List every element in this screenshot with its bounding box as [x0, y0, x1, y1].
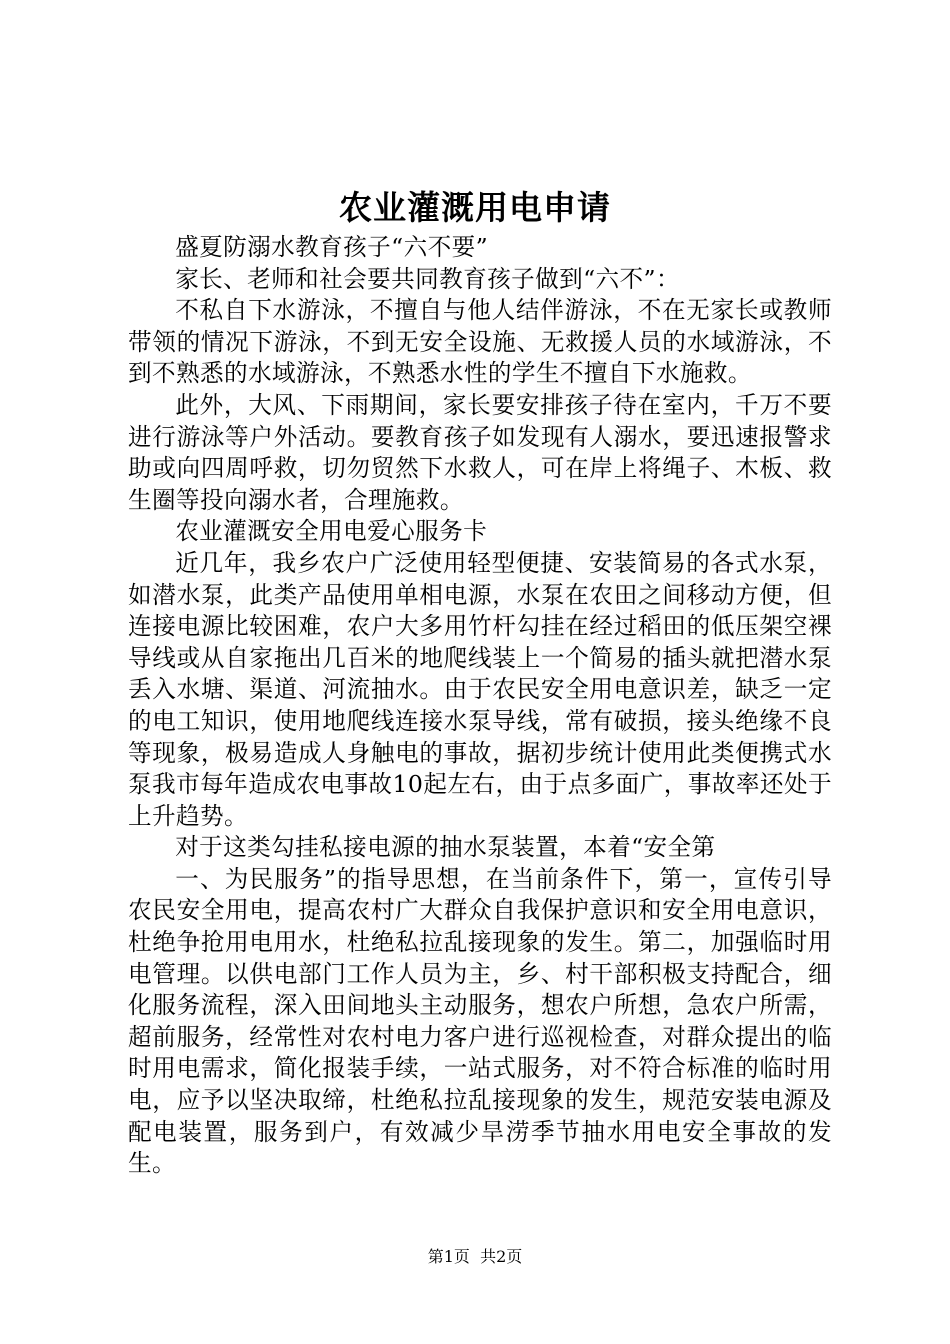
page-number: 第1页	[427, 1247, 470, 1266]
page-total: 共2页	[480, 1247, 523, 1266]
page-footer	[0, 1246, 950, 1268]
paragraph-measures: 一、为民服务”的指导思想，在当前条件下，第一，宣传引导农民安全用电，提高农村广大群众自我保护意识和安全用电意识，杜绝争抢用电用水，杜绝私拉乱接现象的发生。第二，加强临时用电管理。以供电部门工作人员为主，乡、村干部积极支持配合，细化服务流程，深入田间地头主动服务，想农户所想，急农户所需，超前服务，经常性对农村电力客户进行巡视检查，对群众提出的临时用电需求，简化报装手续，一站式服务，对不符合标准的临时用电，应予以坚决取缔，杜绝私拉乱接现象的发生，规范安装电源及配电装置，服务到户，有效减少旱涝季节抽水用电安全事故的发生。	[128, 864, 832, 1178]
paragraph-service-card-heading: 农业灌溉安全用电爱心服务卡	[175, 517, 488, 546]
paragraph-rules: 不私自下水游泳，不擅自与他人结伴游泳，不在无家长或教师带领的情况下游泳，不到无安全设施、无救援人员的水域游泳，不到不熟悉的水域游泳，不熟悉水性的学生不擅自下水施救。	[128, 296, 832, 388]
paragraph-safety-principle: 对于这类勾挂私接电源的抽水泵装置，本着“安全第	[175, 833, 716, 862]
paragraph-weather-rescue: 此外，大风、下雨期间，家长要安排孩子待在室内，千万不要进行游泳等户外活动。要教育孩子如发现有人溺水，要迅速报警求助或向四周呼救，切勿贸然下水救人，可在岸上将绳子、木板、救生圈等投向溺水者，合理施救。	[128, 390, 832, 514]
footer-spacer	[470, 1247, 480, 1266]
document-body	[128, 232, 832, 1180]
paragraph-water-pump-background: 近几年，我乡农户广泛使用轻型便捷、安装简易的各式水泵，如潜水泵，此类产品使用单相电源，水泵在农田之间移动方便，但连接电源比较困难，农户大多用竹杆勾挂在经过稻田的低压架空裸导线或从自家拖出几百米的地爬线装上一个简易的插头就把潜水泵丢入水塘、渠道、河流抽水。由于农民安全用电意识差，缺乏一定的电工知识，使用地爬线连接水泵导线，常有破损，接头绝缘不良等现象，极易造成人身触电的事故，据初步统计使用此类便携式水泵我市每年造成农电事故10起左右，由于点多面广，事故率还处于上升趋势。	[128, 548, 832, 830]
paragraph-heading-six-dont: 盛夏防溺水教育孩子“六不要”	[175, 233, 489, 261]
document-title: 农业灌溉用电申请	[339, 188, 611, 227]
paragraph-intro: 家长、老师和社会要共同教育孩子做到“六不”：	[175, 264, 680, 293]
